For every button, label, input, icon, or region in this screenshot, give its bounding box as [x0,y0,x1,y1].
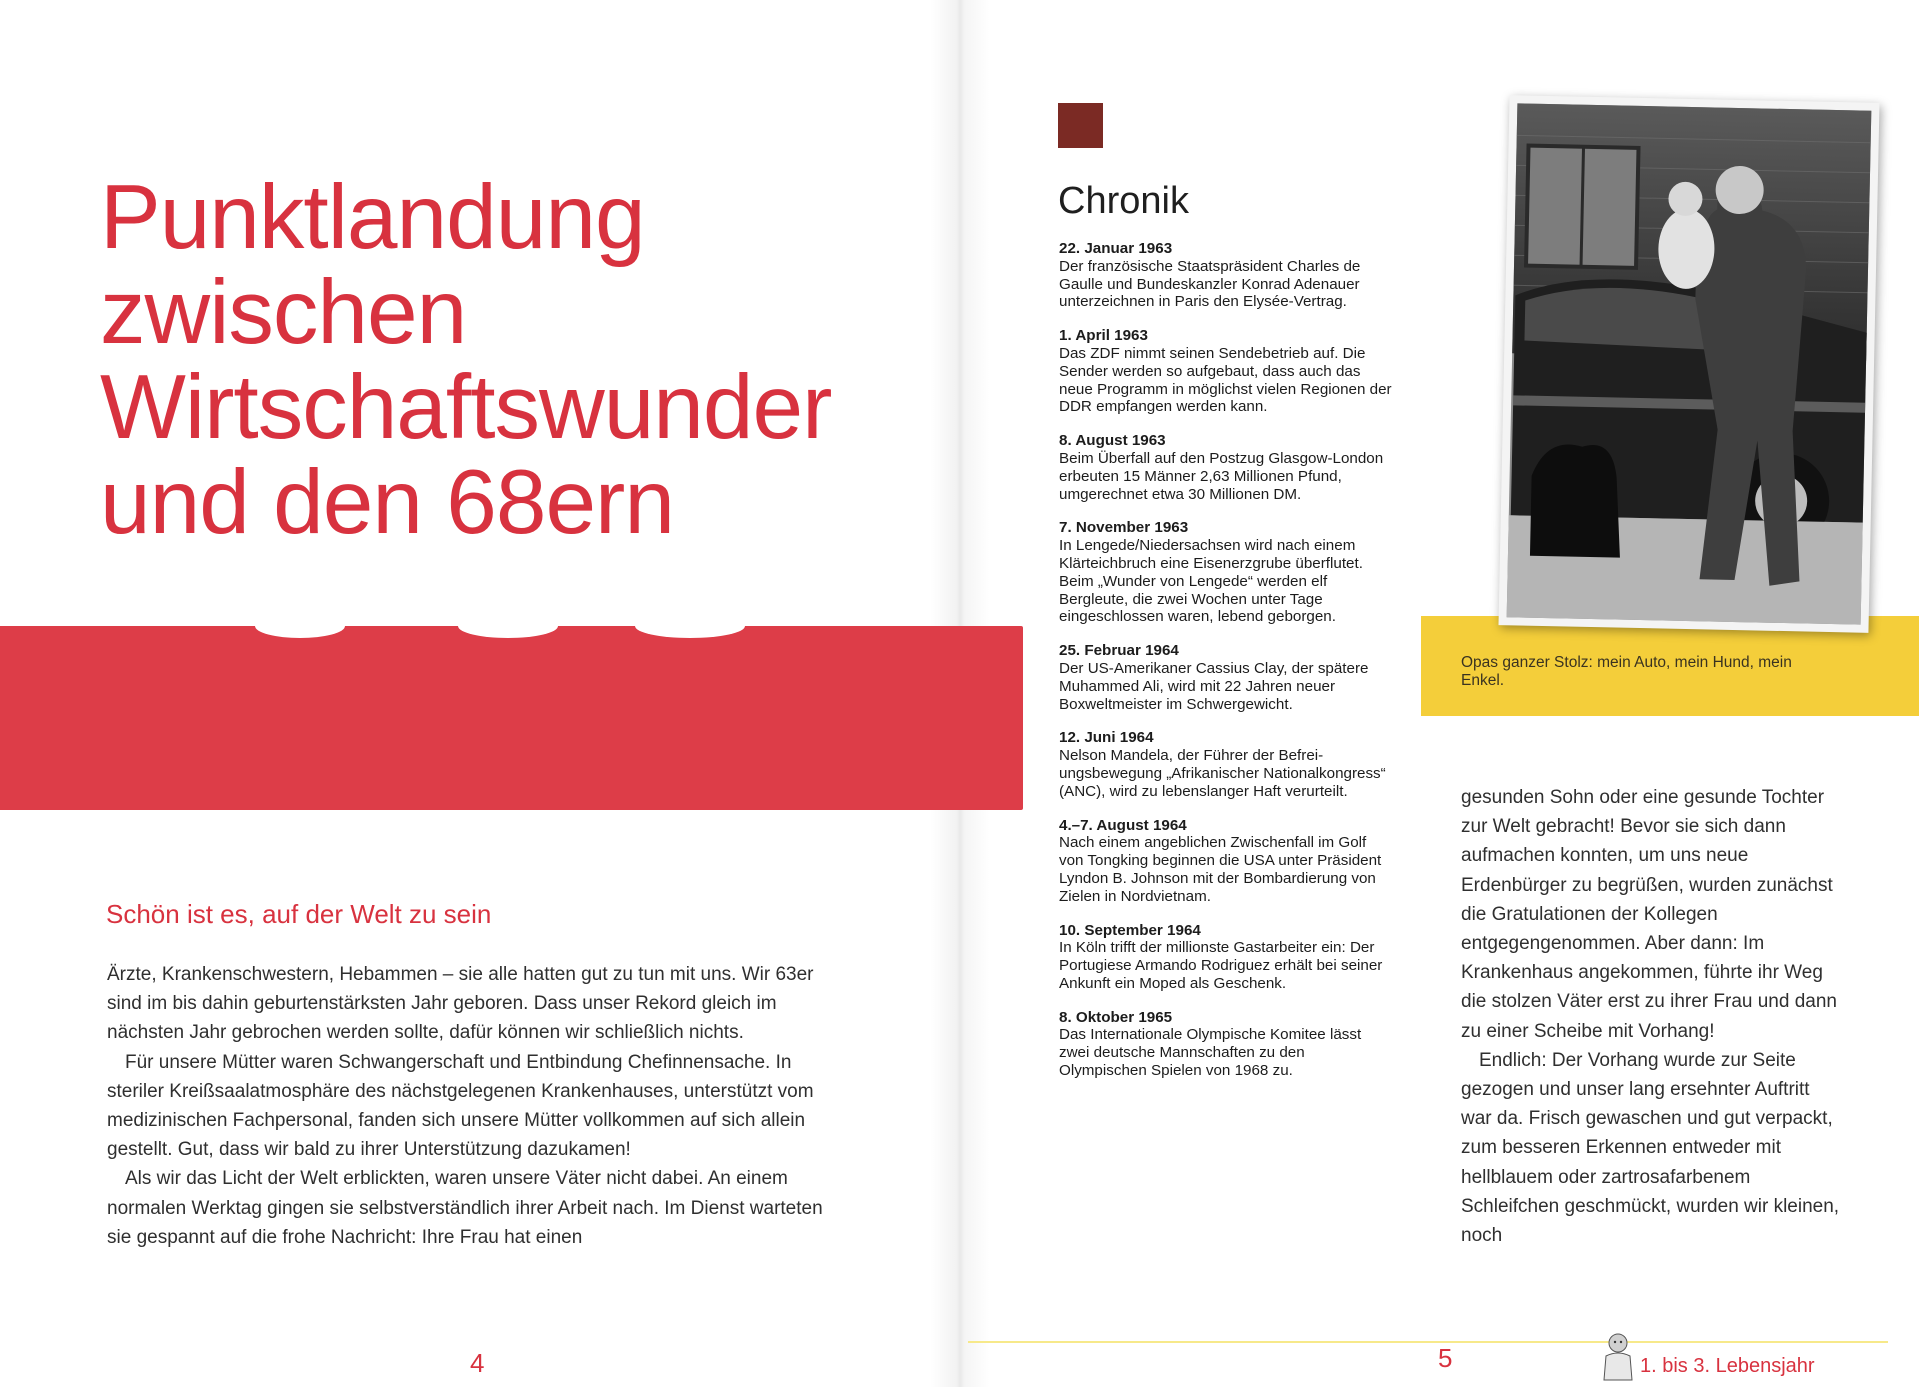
paragraph: Ärzte, Krankenschwestern, Hebammen – sie alle hatten gut zu tun mit uns. Wir 63er sind im bis dahin geburtenstärksten Jahr geboren. Dass unser Rekord gleich im nächsten Jahr gebrochen werden sollte, dafür können wir schließlich nichts. [107,964,814,1044]
headline-line: zwischen [100,262,467,363]
chronik-date: 25. Februar 1964 [1059,642,1179,660]
page-number-right: 5 [1438,1343,1453,1373]
chronik-entry [1059,240,1394,311]
headline-line: Wirtschaftswunder [100,357,832,458]
family-photo [1498,95,1879,633]
baby-icon [1598,1330,1638,1387]
chronik-text: Beim Überfall auf den Postzug Glasgow-London erbeuten 15 Männer 2,63 Millionen Pfund, umgerechnet etwa 30 Millionen DM. [1059,449,1384,503]
photo-image [1498,95,1879,633]
chronik-title: Chronik [1058,180,1189,222]
red-banner [0,626,1023,810]
banner-notch [458,614,558,638]
chronik-date: 1. April 1963 [1059,327,1148,345]
chronik-entry [1059,327,1394,416]
chronik-date: 12. Juni 1964 [1059,729,1154,747]
chapter-label: 1. bis 3. Lebensjahr [1640,1355,1815,1377]
chronik-text: Nelson Mandela, der Führer der Befreiungsbewegung „Afrikanischer Nationalkongress“ (ANC), wird zu lebenslanger Haft verurteilt. [1059,747,1386,800]
chronik-entry [1059,519,1394,626]
page-number-left: 4 [470,1348,485,1378]
chronik-text: In Lengede/Niedersachsen wird nach einem Klärteichbruch eine Eisenerzgrube überflutet. Beim „Wunder von Lengede“ werden elf Bergleute, die zwei Wochen unter Tage eingeschlossen waren, lebend geborgen. [1059,537,1363,626]
chronik-date: 7. November 1963 [1059,519,1189,537]
banner-notch [635,614,745,638]
chronik-text: Nach einem angeblichen Zwischenfall im Golf von Tongking beginnen die USA unter Präsident Lyndon B. Johnson mit der Bombardierung von Zielen in Nordvietnam. [1059,834,1382,905]
chronik-entry [1059,922,1394,993]
photo-caption: Opas ganzer Stolz: mein Auto, mein Hund, mein Enkel. [1461,654,1792,689]
chronik-entry [1059,817,1394,906]
chronik-text: Der US-Amerikaner Cassius Clay, der spätere Muhammed Ali, wird mit 22 Jahren neuer Boxweltmeister im Schwergewicht. [1059,659,1369,713]
chronik-date: 22. Januar 1963 [1059,240,1173,257]
chronik-text: Das Internationale Olympische Komitee lässt zwei deutsche Mannschaften zu den Olympischen Spielen von 1968 zu. [1059,1026,1362,1080]
headline-line: und den 68ern [100,452,674,553]
section-marker-square [1058,103,1103,148]
banner-notch [255,614,345,638]
paragraph: Als wir das Licht der Welt erblickten, waren unsere Väter nicht dabei. An einem normalen Werktag gingen sie selbstverständlich ihrer Arbeit nach. Im Dienst warteten sie gespannt auf die frohe Nachricht: Ihre Frau hat einen [107,1168,823,1248]
chronik-date: 10. September 1964 [1059,921,1201,939]
chronik-text: Der französische Staatspräsident Charles de Gaulle und Bundeskanzler Konrad Adenauer unterzeichnen in Paris den Elysée-Vertrag. [1059,257,1361,311]
headline-line: Punktlandung [100,167,645,268]
chronik-date: 8. Oktober 1965 [1059,1008,1173,1026]
body-text-left [107,960,847,1252]
chronik-date: 4.–7. August 1964 [1059,816,1187,834]
paragraph: gesunden Sohn oder eine gesunde Tochter zur Welt gebracht! Bevor sie sich dann aufmachen konnten, um uns neue Erdenbürger zu begrüßen, wurden zunächst die Gratulationen der Kollegen entgegengenommen. Aber dann: Im Krankenhaus angekommen, führte ihr Weg die stolzen Väter erst zu ihrer Frau und dann zu einer Scheibe mit Vorhang! [1461,787,1837,1042]
chronik-entry [1059,432,1394,503]
chronik-entry [1059,1009,1394,1080]
chronik-text: In Köln trifft der millionste Gastarbeiter ein: Der Portugiese Armando Rodriguez erhält bei seiner Ankunft ein Moped als Geschenk. [1059,939,1383,992]
chronik-entry [1059,642,1394,713]
body-text-right [1461,783,1841,1250]
chronik-text: Das ZDF nimmt seinen Sendebetrieb auf. Die Sender werden so aufgebaut, dass auch das neue Programm in möglichst vielen Regionen der DDR empfangen werden kann. [1059,344,1392,416]
footer-line [968,1341,1888,1343]
chronik-entry [1059,729,1394,800]
chronik-list [1059,240,1394,1096]
chronik-date: 8. August 1963 [1059,432,1166,450]
headline [100,167,900,553]
subheading: Schön ist es, auf der Welt zu sein [106,899,492,929]
paragraph: Für unsere Mütter waren Schwangerschaft und Entbindung Chefinnensache. In steriler Kreißsaalatmosphäre des nächstgelegenen Krankenhauses, unterstützt vom medizinischen Fachpersonal, fanden sich unsere Mütter vollkommen auf sich allein gestellt. Gut, dass wir bald zu ihrer Unterstützung dazukamen! [107,1051,814,1161]
paragraph: Endlich: Der Vorhang wurde zur Seite gezogen und unser lang ersehnter Auftritt war da. Frisch gewaschen und gut verpackt, zum besseren Erkennen entweder mit hellblauem oder zartrosafarbenem Schleifchen geschmückt, wurden wir kleinen, noch [1461,1049,1840,1247]
